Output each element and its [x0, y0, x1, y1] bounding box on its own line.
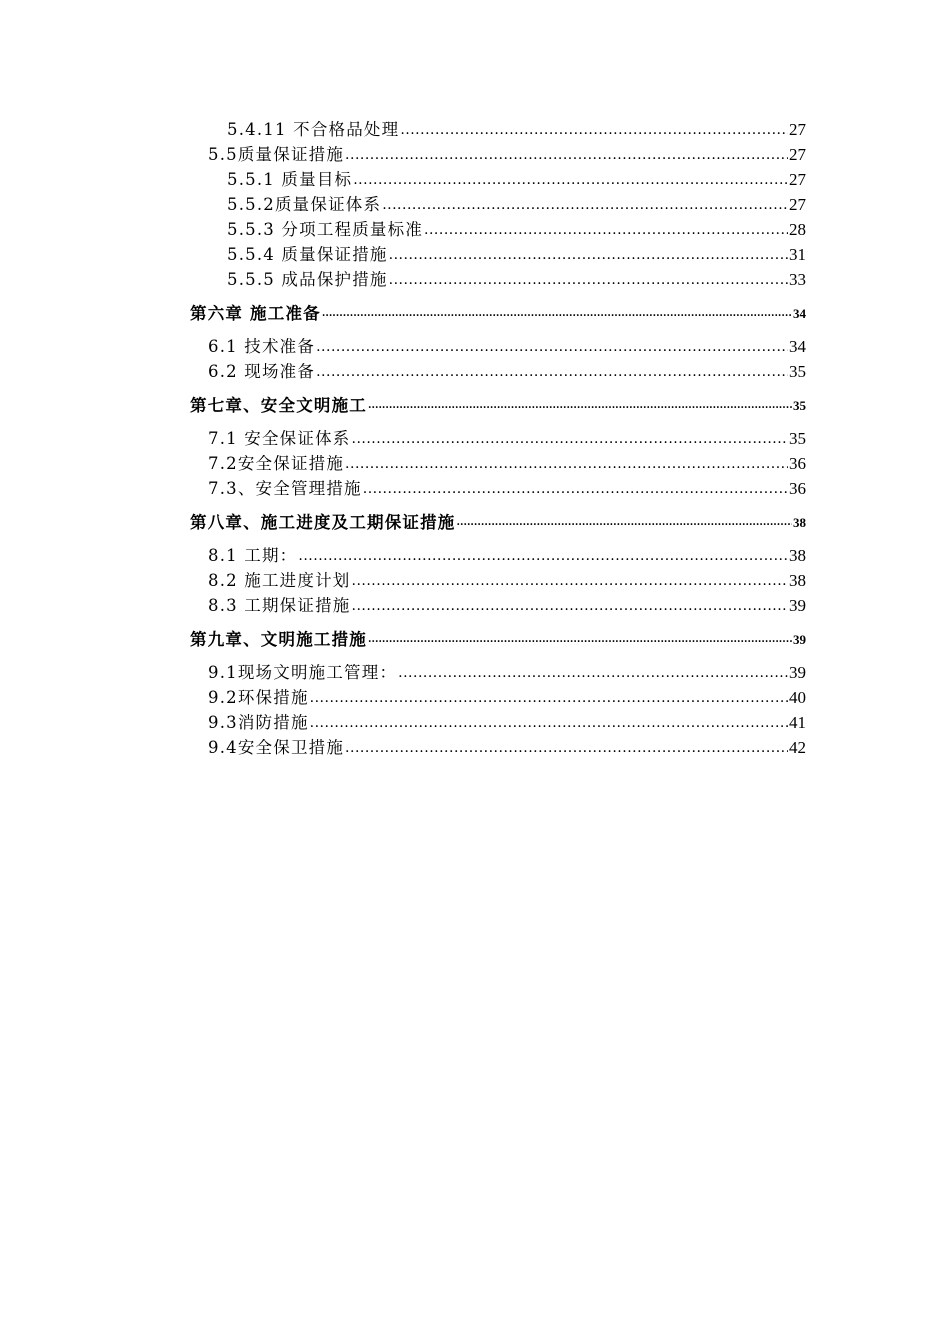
toc-page-number: 35 — [789, 362, 806, 381]
toc-chapter-title: 第八章、施工进度及工期保证措施 — [190, 513, 456, 532]
toc-leader-dots — [353, 170, 788, 190]
toc-leader-dots — [382, 195, 788, 215]
toc-entry-5-5-3[interactable] — [0, 215, 950, 240]
toc-leader-dots — [310, 688, 788, 708]
toc-entry-title: 7.1 安全保证体系 — [208, 429, 351, 448]
toc-entry-title: 5.5.3 分项工程质量标准 — [227, 220, 424, 239]
toc-page-number: 28 — [789, 220, 806, 239]
toc-leader-dots — [389, 270, 788, 290]
toc-chapter-9[interactable] — [0, 616, 950, 650]
table-of-contents — [0, 115, 950, 758]
toc-entry-5-5-2[interactable] — [0, 190, 950, 215]
toc-page-number: 27 — [789, 145, 806, 164]
toc-entry-7-3[interactable] — [0, 474, 950, 499]
toc-chapter-6[interactable] — [0, 290, 950, 324]
toc-chapter-title: 第七章、安全文明施工 — [190, 396, 367, 415]
toc-page-number: 38 — [789, 546, 806, 565]
toc-page-number: 35 — [793, 398, 806, 413]
toc-entry-title: 9.4安全保卫措施 — [208, 738, 345, 757]
toc-entry-7-1[interactable] — [0, 424, 950, 449]
toc-page-number: 36 — [789, 454, 806, 473]
toc-entry-5-4-11[interactable] — [0, 115, 950, 140]
toc-page-number: 35 — [789, 429, 806, 448]
toc-page-number: 36 — [789, 479, 806, 498]
toc-leader-dots — [352, 596, 789, 616]
toc-entry-title: 7.2安全保证措施 — [208, 454, 345, 473]
toc-entry-9-3[interactable] — [0, 708, 950, 733]
toc-entry-9-1[interactable] — [0, 658, 950, 683]
toc-entry-title: 9.2环保措施 — [208, 688, 309, 707]
toc-leader-dots — [389, 245, 788, 265]
toc-page-number: 38 — [789, 571, 806, 590]
toc-entry-6-1[interactable] — [0, 332, 950, 357]
toc-page-number: 31 — [789, 245, 806, 264]
toc-leader-dots — [352, 429, 789, 449]
toc-page-number: 39 — [789, 663, 806, 682]
toc-entry-9-2[interactable] — [0, 683, 950, 708]
toc-entry-title: 5.4.11 不合格品处理 — [227, 120, 400, 139]
toc-leader-dots — [457, 513, 793, 533]
toc-page-number: 27 — [789, 195, 806, 214]
toc-entry-title: 9.3消防措施 — [208, 713, 309, 732]
toc-leader-dots — [368, 396, 792, 416]
toc-entry-title: 9.1现场文明施工管理： — [208, 663, 398, 682]
toc-entry-8-1[interactable] — [0, 541, 950, 566]
toc-entry-8-2[interactable] — [0, 566, 950, 591]
toc-leader-dots — [345, 738, 788, 758]
toc-chapter-title: 第九章、文明施工措施 — [190, 630, 367, 649]
toc-leader-dots — [316, 337, 788, 357]
toc-entry-5-5-1[interactable] — [0, 165, 950, 190]
toc-leader-dots — [398, 663, 788, 683]
toc-page-number: 34 — [793, 306, 806, 321]
toc-leader-dots — [368, 630, 792, 650]
toc-page-number: 33 — [789, 270, 806, 289]
toc-page-number: 27 — [789, 120, 806, 139]
toc-entry-5-5-4[interactable] — [0, 240, 950, 265]
toc-page-number: 38 — [793, 515, 806, 530]
toc-entry-7-2[interactable] — [0, 449, 950, 474]
toc-entry-5-5-5[interactable] — [0, 265, 950, 290]
toc-entry-title: 5.5.5 成品保护措施 — [227, 270, 388, 289]
toc-entry-title: 5.5.1 质量目标 — [227, 170, 353, 189]
toc-entry-title: 6.1 技术准备 — [208, 337, 316, 356]
toc-entry-title: 8.2 施工进度计划 — [208, 571, 351, 590]
toc-page-number: 39 — [793, 632, 806, 647]
toc-entry-title: 5.5.4 质量保证措施 — [227, 245, 388, 264]
toc-page-number: 39 — [789, 596, 806, 615]
toc-entry-9-4[interactable] — [0, 733, 950, 758]
toc-chapter-title: 第六章 施工准备 — [190, 304, 321, 323]
toc-leader-dots — [400, 120, 788, 140]
toc-leader-dots — [352, 571, 789, 591]
toc-entry-title: 8.1 工期： — [208, 546, 298, 565]
toc-entry-title: 8.3 工期保证措施 — [208, 596, 351, 615]
toc-leader-dots — [363, 479, 788, 499]
toc-page-number: 34 — [789, 337, 806, 356]
toc-chapter-7[interactable] — [0, 382, 950, 416]
toc-page-number: 27 — [789, 170, 806, 189]
toc-leader-dots — [424, 220, 788, 240]
toc-leader-dots — [322, 304, 792, 324]
toc-page-number: 42 — [789, 738, 806, 757]
toc-leader-dots — [316, 362, 788, 382]
toc-entry-title: 6.2 现场准备 — [208, 362, 316, 381]
toc-entry-6-2[interactable] — [0, 357, 950, 382]
toc-entry-8-3[interactable] — [0, 591, 950, 616]
toc-entry-5-5[interactable] — [0, 140, 950, 165]
toc-entry-title: 5.5.2质量保证体系 — [227, 195, 382, 214]
toc-leader-dots — [345, 145, 788, 165]
toc-leader-dots — [310, 713, 788, 733]
toc-entry-title: 7.3、安全管理措施 — [208, 479, 362, 498]
toc-chapter-8[interactable] — [0, 499, 950, 533]
toc-leader-dots — [345, 454, 788, 474]
toc-leader-dots — [298, 546, 788, 566]
toc-entry-title: 5.5质量保证措施 — [208, 145, 345, 164]
toc-page-number: 40 — [789, 688, 806, 707]
toc-page-number: 41 — [789, 713, 806, 732]
